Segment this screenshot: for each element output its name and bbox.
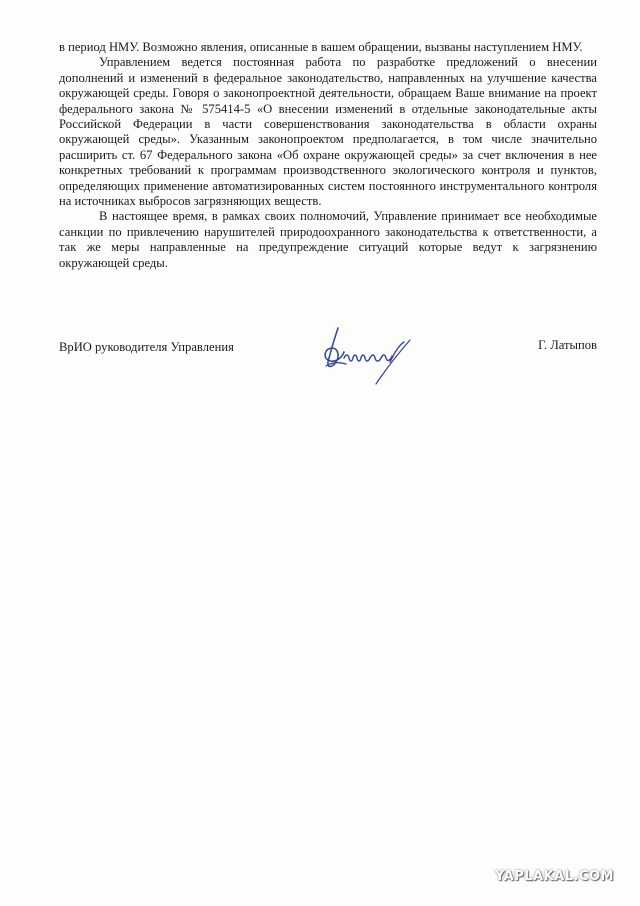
- watermark-logo: YAPLAKAL.COM: [495, 869, 614, 884]
- paragraph-1: в период НМУ. Возможно явления, описанные в вашем обращении, вызваны наступлением НМУ.: [59, 40, 583, 54]
- letter-body: [59, 40, 597, 271]
- handwritten-signature: [318, 318, 428, 388]
- signatory-title: ВрИО руководителя Управления: [59, 340, 234, 354]
- paragraph-2: Управлением ведется постоянная работа по разработке предложений о внесении дополнений и изменений в федеральное законодательство, направленных на улучшение качества окружающей среды. Говоря о законопроектной деятельности, обращаем Ваше внимание на проект федерального закона № 575414-5 «О внесении изменений в отдельные законодательные акты Российской Федерации в части совершенствования законодательства в области охраны окружающей среды». Указанным законопроектом предполагается, в том числе значительно расширить ст. 67 Федерального закона «Об охране окружающей среды» за счет включения в нее конкретных требований к программам производственного экологического контроля и пунктов, определяющих применение автоматизированных систем постоянного инструментального контроля на источниках выбросов загрязняющих веществ.: [59, 55, 597, 209]
- paragraph-3: В настоящее время, в рамках своих полномочий, Управление принимает все необходимые санкции по привлечению нарушителей природоохранного законодательства к ответственности, а так же меры направленные на предупреждение ситуаций которые ведут к загрязнению окружающей среды.: [59, 209, 597, 270]
- signatory-name: Г. Латыпов: [538, 338, 597, 352]
